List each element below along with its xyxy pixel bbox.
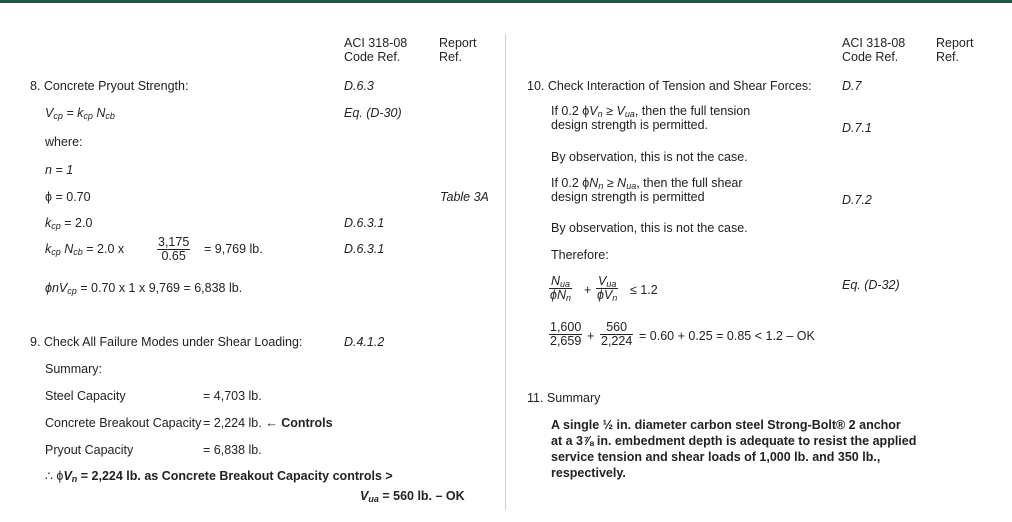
interaction-ref: Eq. (D-32) — [842, 278, 900, 292]
summary-paragraph: A single ½ in. diameter carbon steel Strong-Bolt® 2 anchor at a 3⅞ in. embedment depth is adequate to resist the applied service tension and shear loads of 1,000 lb. and 350 lb., respectively. — [551, 418, 917, 480]
section-10-ref: D.7 — [842, 79, 862, 93]
section-9-title: 9. Check All Failure Modes under Shear Loading: — [30, 335, 303, 349]
breakout-capacity-label: Concrete Breakout Capacity — [45, 416, 202, 430]
pryout-capacity-value: = 6,838 lb. — [203, 443, 262, 457]
shear-conclusion: ∴ $\phi V_n = 2,224$ lb. as Concrete Breakout Capacity controls > — [45, 469, 393, 484]
section-11-title: 11. Summary — [527, 391, 601, 405]
report-header-right: Report Ref. — [936, 36, 974, 64]
condition-1-ref: D.7.1 — [842, 121, 872, 135]
section-8-ref: D.6.3 — [344, 79, 374, 93]
section-8-title: 8. Concrete Pryout Strength: — [30, 79, 189, 93]
column-divider — [505, 34, 506, 510]
pryout-capacity-label: Pryout Capacity — [45, 443, 134, 457]
check-plus: + — [587, 329, 595, 343]
interaction-frac-n: $N_{ua}$ $\phi N_n$ — [550, 274, 571, 303]
report-header-left: Report Ref. — [439, 36, 477, 64]
phinv-equation: ϕnV$_{cp}$ = 0.70 x 1 x 9,769 = 6,838 lb. — [45, 281, 243, 296]
kcp-ref: D.6.3.1 — [344, 216, 385, 230]
interaction-frac-v: $V_{ua}$ $\phi V_n$ — [597, 274, 618, 303]
interaction-limit: ≤ 1.2 — [630, 283, 658, 297]
top-rule — [0, 0, 1012, 3]
where-label: where: — [45, 135, 83, 149]
kcp-equation: $k_{cp} = 2.0$ — [45, 216, 93, 231]
condition-2-ref: D.7.2 — [842, 193, 872, 207]
kcpn-fraction — [157, 236, 190, 263]
kcpn-denominator: 0.65 — [161, 249, 186, 263]
section-10-title: 10. Check Interaction of Tension and Shear Forces: — [527, 79, 812, 93]
kcpn-equation-lhs: $k_{cp}$ $N_{cb} = 2.0$ x — [45, 242, 125, 257]
check-frac-1: $\frac{1,600}{2,659}$ — [550, 320, 582, 348]
observation-2: By observation, this is not the case. — [551, 221, 748, 235]
condition-2: If 0.2 $\phi N_n \ge N_{ua}$, then the full shear design strength is permitted — [551, 176, 743, 204]
kcpn-result: = 9,769 lb. — [204, 242, 263, 256]
kcpn-numerator: 3,175 — [158, 235, 190, 249]
eq-vcp: $V_{cp} = k_{cp}$ $N_{cb}$ — [45, 106, 115, 121]
condition-1: If 0.2 $\phi V_n \ge V_{ua}$, then the full tension design strength is permitted. — [551, 104, 751, 132]
phi-ref: Table 3A — [440, 190, 489, 204]
breakout-capacity-value: = 2,224 lb. ← Controls — [203, 416, 333, 430]
steel-capacity-value: = 4,703 lb. — [203, 389, 262, 403]
eq-vcp-ref: Eq. (D-30) — [344, 106, 402, 120]
summary-label: Summary: — [45, 362, 102, 376]
shear-conclusion-vua: $V_{ua} = 560$ lb. – OK — [360, 489, 465, 504]
aci-header-right: ACI 318-08 Code Ref. — [842, 36, 906, 64]
section-9-ref: D.4.1.2 — [344, 335, 385, 349]
aci-header-left: ACI 318-08 Code Ref. — [344, 36, 408, 64]
therefore-label: Therefore: — [551, 248, 609, 262]
interaction-plus: + — [584, 283, 592, 297]
phi-equation: ϕ = 0.70 — [45, 190, 91, 204]
n-equation: n = 1 — [45, 163, 74, 177]
check-frac-2: $\frac{560}{2,224}$ — [601, 320, 633, 348]
kcpn-ref: D.6.3.1 — [344, 242, 385, 256]
steel-capacity-label: Steel Capacity — [45, 389, 126, 403]
observation-1: By observation, this is not the case. — [551, 150, 748, 164]
check-result: = 0.60 + 0.25 = 0.85 < 1.2 – OK — [639, 329, 815, 343]
